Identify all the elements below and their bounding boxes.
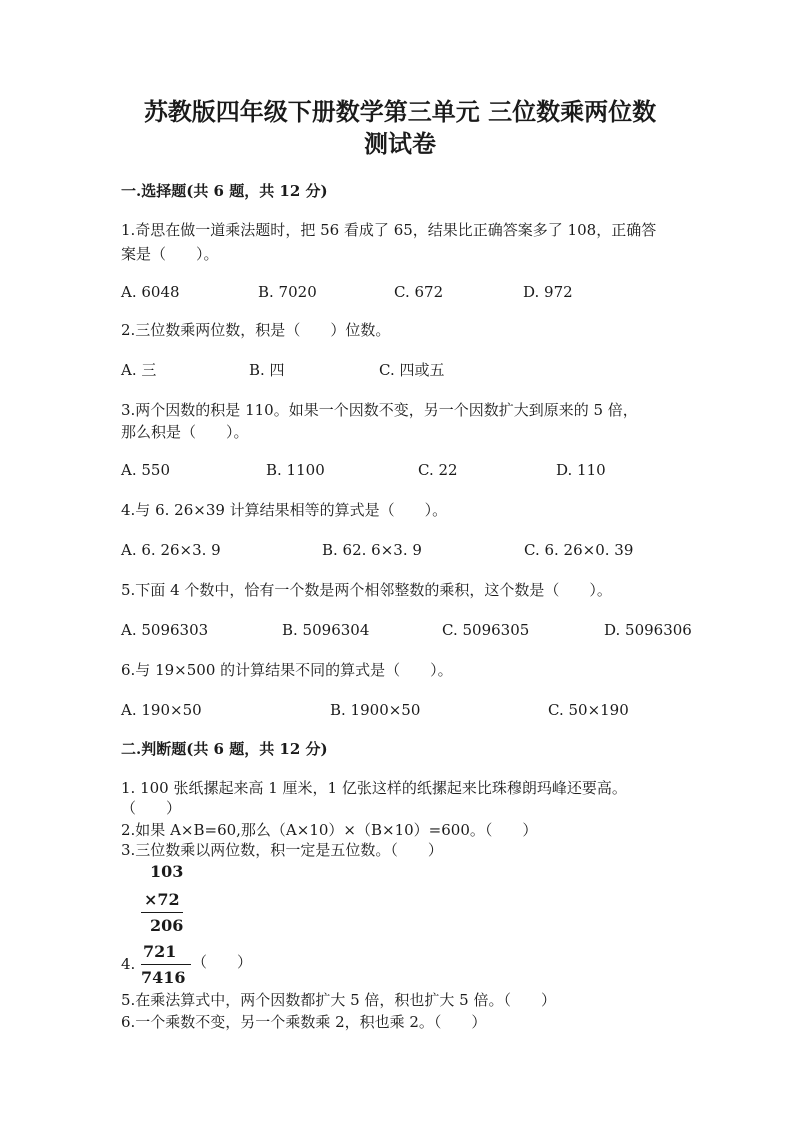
question-text: 4.与 6. 26×39 计算结果相等的算式是（ ）。 bbox=[121, 501, 448, 519]
option-c[interactable]: C. 22 bbox=[418, 461, 458, 479]
option-a[interactable]: A. 5096303 bbox=[121, 621, 209, 639]
calc-rule-line bbox=[141, 964, 191, 965]
option-c[interactable]: C. 50×190 bbox=[548, 701, 629, 719]
question-text: 6.与 19×500 的计算结果不同的算式是（ ）。 bbox=[121, 661, 453, 679]
option-b[interactable]: B. 5096304 bbox=[282, 621, 370, 639]
multiplicand: 103 bbox=[150, 862, 184, 881]
partial-product-2: 721 bbox=[143, 942, 177, 961]
option-c[interactable]: C. 672 bbox=[394, 283, 444, 301]
question-text: 3.两个因数的积是 110。如果一个因数不变，另一个因数扩大到原来的 5 倍， bbox=[121, 401, 638, 419]
option-b[interactable]: B. 1100 bbox=[266, 461, 325, 479]
option-a[interactable]: A. 6048 bbox=[121, 283, 180, 301]
option-c[interactable]: C. 四或五 bbox=[379, 361, 445, 379]
question-text: 2.如果 A×B=60,那么（A×10）×（B×10）=600。（ ） bbox=[121, 821, 538, 839]
answer-parentheses: （ ） bbox=[192, 953, 253, 971]
option-b[interactable]: B. 7020 bbox=[258, 283, 317, 301]
question-text: 5.在乘法算式中，两个因数都扩大 5 倍，积也扩大 5 倍。（ ） bbox=[121, 991, 556, 1009]
question-text: 3.三位数乘以两位数，积一定是五位数。（ ） bbox=[121, 841, 443, 859]
product-result: 7416 bbox=[141, 968, 186, 987]
question-text: 那么积是（ ）。 bbox=[121, 423, 249, 441]
question-text: 6.一个乘数不变，另一个乘数乘 2，积也乘 2。（ ） bbox=[121, 1013, 487, 1031]
page-title-line2: 测试卷 bbox=[364, 129, 436, 158]
option-b[interactable]: B. 62. 6×3. 9 bbox=[322, 541, 422, 559]
option-c[interactable]: C. 6. 26×0. 39 bbox=[524, 541, 634, 559]
question-text: 2.三位数乘两位数，积是（ ）位数。 bbox=[121, 321, 391, 339]
question-text: 5.下面 4 个数中，恰有一个数是两个相邻整数的乘积，这个数是（ ）。 bbox=[121, 581, 612, 599]
option-a[interactable]: A. 550 bbox=[121, 461, 170, 479]
option-d[interactable]: D. 5096306 bbox=[604, 621, 692, 639]
question-text: 1. 100 张纸摞起来高 1 厘米，1 亿张这样的纸摞起来比珠穆朗玛峰还要高。 bbox=[121, 779, 627, 797]
option-b[interactable]: B. 四 bbox=[249, 361, 285, 379]
question-text: 案是（ ）。 bbox=[121, 245, 219, 263]
section-heading-choice: 一.选择题(共 6 题，共 12 分) bbox=[121, 182, 328, 200]
option-a[interactable]: A. 6. 26×3. 9 bbox=[121, 541, 221, 559]
question-text: 1.奇思在做一道乘法题时，把 56 看成了 65，结果比正确答案多了 108，正确答 bbox=[121, 221, 657, 239]
partial-product-1: 206 bbox=[150, 916, 184, 935]
question-number: 4. bbox=[121, 955, 136, 973]
option-a[interactable]: A. 三 bbox=[121, 361, 157, 379]
option-c[interactable]: C. 5096305 bbox=[442, 621, 530, 639]
calc-rule-line bbox=[141, 912, 183, 913]
section-heading-judgement: 二.判断题(共 6 题，共 12 分) bbox=[121, 740, 328, 758]
option-a[interactable]: A. 190×50 bbox=[121, 701, 202, 719]
option-b[interactable]: B. 1900×50 bbox=[330, 701, 421, 719]
multiplier: ×72 bbox=[144, 890, 180, 909]
answer-parentheses: （ ） bbox=[121, 799, 182, 817]
option-d[interactable]: D. 110 bbox=[556, 461, 606, 479]
page-title-line1: 苏教版四年级下册数学第三单元 三位数乘两位数 bbox=[143, 97, 657, 126]
option-d[interactable]: D. 972 bbox=[523, 283, 573, 301]
